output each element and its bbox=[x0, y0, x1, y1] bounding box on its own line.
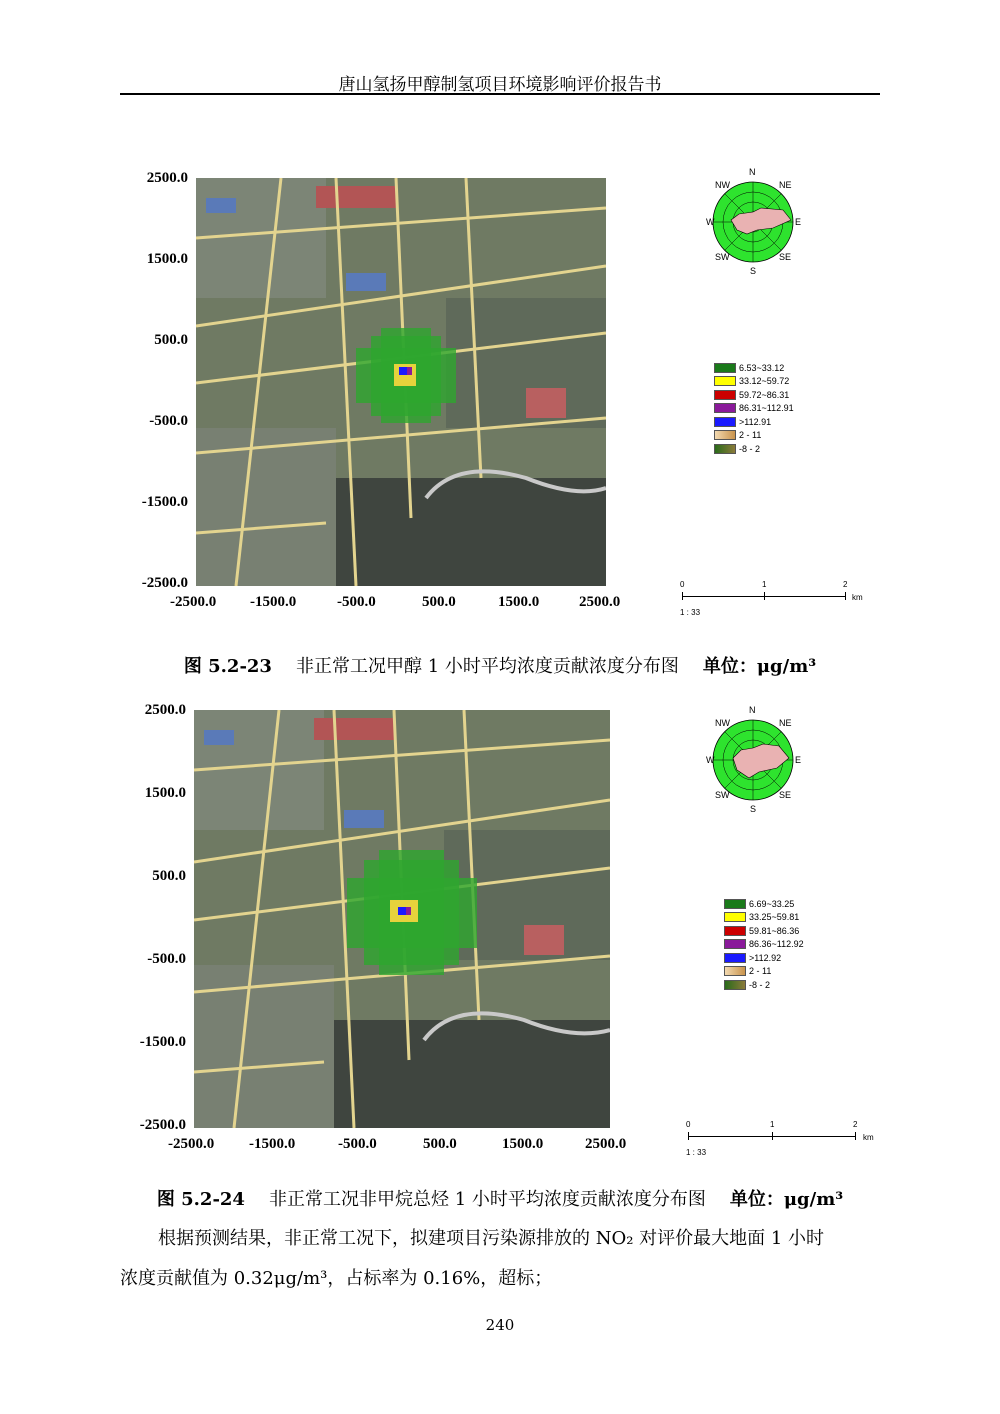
legend-swatch bbox=[724, 926, 746, 936]
legend-swatch bbox=[724, 966, 746, 976]
concentration-map bbox=[196, 178, 606, 586]
legend-label: -8 - 2 bbox=[749, 979, 771, 990]
x-tick: 500.0 bbox=[423, 1136, 457, 1152]
compass-w: W bbox=[706, 217, 715, 227]
legend-entry bbox=[724, 965, 804, 979]
legend-entry bbox=[714, 442, 794, 456]
caption-unit: 单位：μg/m³ bbox=[729, 1189, 844, 1210]
scale-tick-label: 1 bbox=[762, 580, 767, 589]
legend-entry bbox=[724, 938, 804, 952]
compass-n: N bbox=[749, 705, 756, 715]
compass-e: E bbox=[795, 217, 802, 227]
x-tick: -2500.0 bbox=[170, 594, 217, 610]
compass-sw: SW bbox=[715, 252, 730, 262]
compass-ne: NE bbox=[779, 180, 792, 190]
scale-tick bbox=[764, 592, 765, 600]
y-tick: 2500.0 bbox=[144, 702, 186, 718]
y-tick: -500.0 bbox=[149, 413, 188, 429]
wind-rose bbox=[693, 162, 813, 282]
legend-entry bbox=[724, 951, 804, 965]
x-tick: 500.0 bbox=[422, 594, 456, 610]
y-tick: 500.0 bbox=[154, 332, 188, 348]
scale-tick-label: 2 bbox=[853, 1120, 858, 1129]
figure-1 bbox=[0, 167, 1000, 620]
scale-tick bbox=[772, 1132, 773, 1140]
legend-swatch bbox=[714, 363, 736, 373]
legend-label: 6.53~33.12 bbox=[739, 362, 785, 373]
scale-unit: km bbox=[863, 1133, 874, 1142]
legend-label: >112.91 bbox=[739, 416, 772, 427]
legend-entry bbox=[714, 375, 794, 389]
legend-label: >112.92 bbox=[749, 952, 782, 963]
legend-label: 6.69~33.25 bbox=[749, 898, 795, 909]
scale-tick bbox=[688, 1132, 689, 1140]
y-tick: 1500.0 bbox=[144, 785, 186, 801]
legend-label: 2 - 11 bbox=[749, 966, 772, 977]
wind-rose bbox=[693, 700, 813, 820]
compass-se: SE bbox=[779, 252, 792, 262]
legend-label: 86.36~112.92 bbox=[749, 939, 804, 950]
compass-se: SE bbox=[779, 790, 792, 800]
concentration-legend bbox=[724, 897, 804, 992]
figure-1-caption bbox=[0, 652, 1000, 678]
page-header: 唐山氢扬甲醇制氢项目环境影响评价报告书 bbox=[338, 75, 662, 95]
legend-swatch bbox=[714, 417, 736, 427]
scale-tick-label: 0 bbox=[686, 1120, 691, 1129]
scale-tick-label: 1 bbox=[770, 1120, 775, 1129]
compass-s: S bbox=[750, 804, 757, 814]
caption-title: 非正常工况甲醇 1 小时平均浓度贡献浓度分布图 bbox=[295, 656, 679, 677]
body-line-2: 浓度贡献值为 0.32μg/m³，占标率为 0.16%，超标； bbox=[120, 1268, 553, 1289]
legend-swatch bbox=[724, 953, 746, 963]
legend-label: 2 - 11 bbox=[739, 430, 762, 441]
scale-tick bbox=[682, 592, 683, 600]
y-tick: -1500.0 bbox=[141, 494, 188, 510]
y-tick: -1500.0 bbox=[139, 1034, 186, 1050]
scale-tick-label: 2 bbox=[843, 580, 848, 589]
x-tick: -2500.0 bbox=[168, 1136, 215, 1152]
legend-entry bbox=[714, 388, 794, 402]
concentration-map bbox=[194, 710, 610, 1128]
legend-entry bbox=[724, 897, 804, 911]
legend-entry bbox=[724, 924, 804, 938]
scale-tick bbox=[855, 1132, 856, 1140]
scale-ratio: 1 : 33 bbox=[686, 1148, 707, 1157]
legend-label: -8 - 2 bbox=[739, 443, 761, 454]
concentration-legend bbox=[714, 361, 794, 456]
compass-s: S bbox=[750, 266, 757, 276]
x-tick: -500.0 bbox=[337, 594, 376, 610]
compass-ne: NE bbox=[779, 718, 792, 728]
x-tick: -1500.0 bbox=[250, 594, 297, 610]
y-tick: -2500.0 bbox=[139, 1117, 186, 1133]
scale-tick-label: 0 bbox=[680, 580, 685, 589]
caption-number: 图 5.2-23 bbox=[183, 656, 272, 677]
compass-e: E bbox=[795, 755, 802, 765]
figure-2 bbox=[0, 702, 1000, 1157]
x-tick: 1500.0 bbox=[502, 1136, 544, 1152]
body-line-1: 根据预测结果，非正常工况下，拟建项目污染源排放的 NO₂ 对评价最大地面 1 小时 bbox=[158, 1228, 825, 1249]
legend-label: 59.72~86.31 bbox=[739, 389, 790, 400]
legend-label: 33.25~59.81 bbox=[749, 912, 800, 923]
scale-bar bbox=[680, 580, 863, 620]
caption-unit: 单位：μg/m³ bbox=[702, 656, 817, 677]
legend-swatch bbox=[714, 390, 736, 400]
legend-label: 86.31~112.91 bbox=[739, 403, 794, 414]
legend-label: 33.12~59.72 bbox=[739, 376, 790, 387]
figure-2-caption bbox=[0, 1185, 1000, 1211]
y-tick: -2500.0 bbox=[141, 575, 188, 591]
legend-swatch bbox=[714, 376, 736, 386]
legend-swatch bbox=[724, 939, 746, 949]
legend-entry bbox=[724, 978, 804, 992]
legend-label: 59.81~86.36 bbox=[749, 925, 800, 936]
y-tick: 500.0 bbox=[152, 868, 186, 884]
legend-entry bbox=[714, 402, 794, 416]
compass-sw: SW bbox=[715, 790, 730, 800]
legend-swatch bbox=[724, 899, 746, 909]
legend-entry bbox=[714, 415, 794, 429]
legend-swatch bbox=[714, 430, 736, 440]
compass-w: W bbox=[706, 755, 715, 765]
legend-entry bbox=[714, 361, 794, 375]
legend-entry bbox=[724, 911, 804, 925]
x-tick: 2500.0 bbox=[579, 594, 621, 610]
page-number: 240 bbox=[485, 1316, 515, 1334]
compass-n: N bbox=[749, 167, 756, 177]
y-tick: 1500.0 bbox=[146, 251, 188, 267]
legend-swatch bbox=[714, 403, 736, 413]
compass-nw: NW bbox=[715, 718, 730, 728]
legend-swatch bbox=[724, 912, 746, 922]
scale-ratio: 1 : 33 bbox=[680, 608, 701, 617]
compass-nw: NW bbox=[715, 180, 730, 190]
header-rule bbox=[120, 93, 880, 95]
x-tick: -1500.0 bbox=[249, 1136, 296, 1152]
legend-swatch bbox=[714, 444, 736, 454]
scale-bar bbox=[686, 1120, 876, 1160]
legend-entry bbox=[714, 429, 794, 443]
legend-swatch bbox=[724, 980, 746, 990]
y-tick: 2500.0 bbox=[146, 170, 188, 186]
x-tick: 1500.0 bbox=[498, 594, 540, 610]
x-tick: -500.0 bbox=[338, 1136, 377, 1152]
caption-title: 非正常工况非甲烷总烃 1 小时平均浓度贡献浓度分布图 bbox=[268, 1189, 706, 1210]
caption-number: 图 5.2-24 bbox=[156, 1189, 245, 1210]
x-tick: 2500.0 bbox=[585, 1136, 627, 1152]
y-tick: -500.0 bbox=[147, 951, 186, 967]
scale-unit: km bbox=[852, 593, 863, 602]
scale-tick bbox=[845, 592, 846, 600]
